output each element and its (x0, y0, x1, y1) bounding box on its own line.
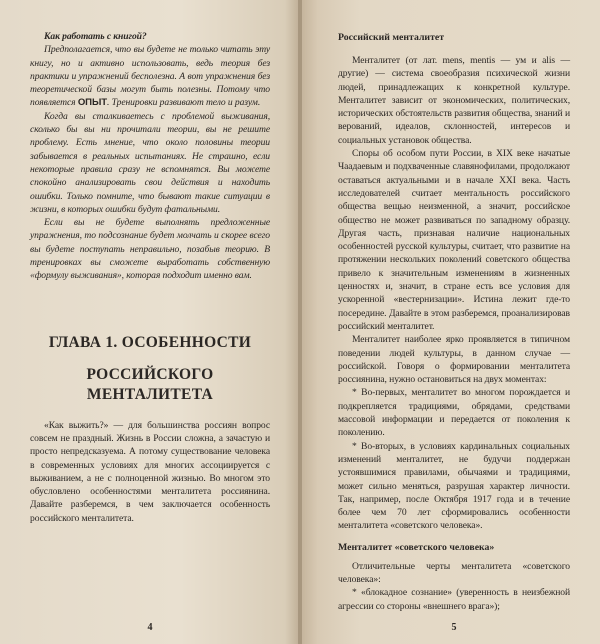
intro-heading: Как работать с книгой? (44, 31, 147, 42)
page-number-right: 5 (451, 621, 457, 633)
section-title-soviet-man: Менталитет «советского человека» (338, 541, 495, 553)
intro-paragraph-2: Когда вы сталкиваетесь с проблемой выживания, сколько бы вы ни прочитали теории, вы не решите проблему. Есть мнение, что около половины теории забывается в реальных испытаниях. Не страшно, если некоторые правила сразу не вспомнятся. Вы можете спокойно анализировать свои действия и находить ошибки. Только помните, что бывают такие ситуации в жизни, в которых ошибки будут фатальными. (30, 110, 270, 215)
intro-p1-text-end: . Тренировки развивают тело и разум. (107, 97, 261, 109)
list-item-blockade: * «блокадное сознание» (уверенность в неизбежной агрессии со стороны «внешнего врага»); (338, 587, 570, 612)
page-number-left: 4 (147, 621, 153, 633)
paragraph-russia-path: Споры об особом пути России, в XIX веке начатые Чаадаевым и подхваченные славянофилами, продолжают оставаться актуальными и в начале XXI века. Часть исследователей считает ментальность российского общества вещью неизменной, а значит, российское общество не может развиваться по западному образцу. Другая часть, признавая наличие национальных особенностей русской культуры, считает, что развитие на протяжении нескольких поколений советского общества привело к значительным изменениям в жизненных ценностях и, значит, в стране есть все условия для ускоренной «вестернизации». Истина лежит где-то посередине. Давайте в этом разберемся, проанализировав российский менталитет. (338, 148, 570, 332)
spacer (338, 613, 570, 621)
intro-paragraph-3: Если вы не будете выполнять предложенные упражнения, то подсознание будет молчать и скорее всего вы будете поступать неправильно, позабыв теорию. В тренировках вы сможете выработать собственную «формулу выживания», которая подходит именно вам. (30, 217, 270, 282)
intro-p1-text: Предполагается, что вы будете не только читать эту книгу, но и активно использовать, ведь теория без практики и упражнений бесполезна. А вот упражнения без теоретической базы могут быть полезны. Потому что появляется (30, 44, 270, 109)
list-item-second: * Во-вторых, в условиях кардинальных социальных изменений менталитет, не будучи поддержан устоявшимися правилами, обычаями и традициями, может сильно меняться, разрушая характер личности. Так, например, после Октября 1917 года и в течение более чем 70 лет сформировались особенности менталитета «советского человека». (338, 440, 570, 532)
intro-paragraph-1 (30, 43, 270, 109)
chapter-title-line-2: РОССИЙСКОГО МЕНТАЛИТЕТА (86, 365, 214, 403)
intro-block (30, 30, 270, 283)
intro-p1-bold: ОПЫТ (77, 97, 108, 109)
book-gutter (298, 0, 302, 644)
chapter-intro-paragraph: «Как выжить?» — для большинства россиян вопрос совсем не праздный. Жизнь в России сложна, а зачастую и просто непредсказуема. А потому существование человека в современных условиях для многих ассоциируется с выживанием, а не с полноценной жизнью. Во многом это обусловлено особенностями менталитета россиянина. Давайте разберемся, в чем заключается особенность российского менталитета. (30, 419, 270, 524)
paragraph-mentality-behavior: Менталитет наиболее ярко проявляется в типичном поведении людей культуры, в данном случае — российской. Говоря о формировании менталитета россиянина, нужно остановиться на двух моментах: (338, 334, 570, 386)
paragraph-soviet-traits: Отличительные черты менталитета «советского человека»: (338, 560, 570, 585)
spacer (30, 525, 270, 621)
right-page (300, 0, 600, 644)
spacer (30, 283, 270, 333)
list-item-first: * Во-первых, менталитет во многом порождается и подкрепляется традициями, обрядами, средствами массовой информации и передается от поколения к поколению. (338, 387, 570, 439)
chapter-title-line-1: ГЛАВА 1. ОСОБЕННОСТИ (48, 333, 252, 351)
paragraph-mentality-definition: Менталитет (от лат. mens, mentis — ум и alis — другие) — система своеобразия психической жизни людей, принадлежащих к конкретной культуре. Менталитет зависит от экономических, политических, исторических обстоятельств развития общества, знаний и верований, идеалов, склонностей, интересов и социальных установок общества. (338, 55, 570, 146)
section-title-russian-mentality: Российский менталитет (338, 32, 445, 43)
right-body (338, 54, 570, 613)
